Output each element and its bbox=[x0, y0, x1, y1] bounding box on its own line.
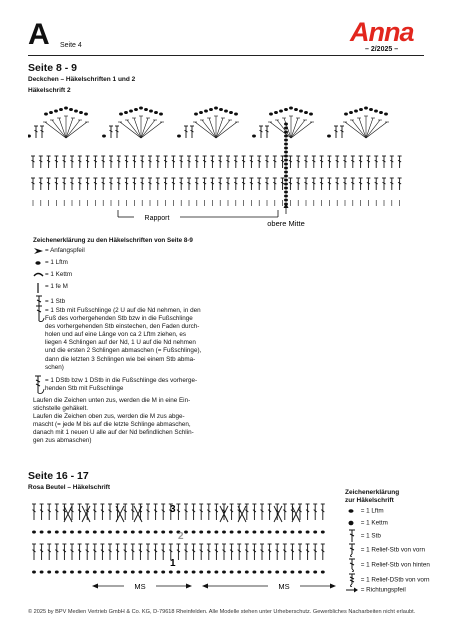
row-number-2: 2 bbox=[178, 531, 184, 542]
chain-symbol bbox=[299, 571, 302, 573]
chain-symbol bbox=[85, 113, 88, 115]
chain-symbol bbox=[55, 531, 58, 533]
chain-symbol bbox=[215, 107, 218, 109]
crochet-chart-1 bbox=[28, 96, 428, 238]
legend2-text: = 1 Relief-Stb von vorn bbox=[360, 546, 425, 554]
chain-symbol bbox=[109, 531, 112, 533]
chain-symbol bbox=[321, 531, 324, 533]
slip-stitch-icon bbox=[345, 519, 359, 527]
note-line: stichstelle gehäkelt. bbox=[33, 405, 88, 413]
chain-symbol bbox=[253, 531, 256, 533]
chain-symbol bbox=[314, 531, 317, 533]
chain-symbol bbox=[285, 159, 288, 161]
chain-symbol bbox=[385, 113, 388, 115]
ms-marker-right bbox=[202, 584, 336, 589]
chain-symbol bbox=[285, 191, 288, 193]
chain-symbol bbox=[48, 571, 51, 573]
legend2-row bbox=[345, 573, 430, 587]
note-line: Laufen die Zeichen unten zus, werden die M in eine Ein- bbox=[33, 397, 191, 404]
chain-symbol bbox=[285, 143, 288, 145]
chain-symbol bbox=[283, 531, 286, 533]
chain-symbol bbox=[63, 531, 66, 533]
legend2-text: = 1 Relief-Stb von hinten bbox=[360, 561, 430, 569]
chain-symbol bbox=[276, 571, 279, 573]
legend2-text: = 1 Stb bbox=[360, 532, 381, 540]
chain-symbol bbox=[55, 571, 58, 573]
direction-arrow-icon bbox=[345, 586, 359, 594]
chain-symbol bbox=[314, 571, 317, 573]
chain-symbol bbox=[225, 110, 228, 112]
chain-symbol bbox=[295, 108, 298, 110]
chain-symbol bbox=[130, 110, 133, 112]
chain-symbol bbox=[93, 531, 96, 533]
chain-symbol bbox=[290, 107, 293, 109]
chain-symbol bbox=[285, 183, 288, 185]
chain-symbol bbox=[285, 151, 288, 153]
chain-symbol bbox=[268, 531, 271, 533]
note-line: Laufen die Zeichen oben zus, werden die M zus abge- bbox=[33, 413, 185, 421]
chain-symbol bbox=[33, 531, 36, 533]
chain-symbol bbox=[253, 571, 256, 573]
chain-symbol bbox=[285, 195, 288, 197]
chain-symbol bbox=[306, 531, 309, 533]
row-number-1: 1 bbox=[170, 558, 176, 569]
chain-symbol bbox=[40, 571, 43, 573]
foundation-dc-text bbox=[45, 307, 215, 372]
chain-symbol bbox=[200, 571, 203, 573]
chain-symbol bbox=[375, 110, 378, 112]
legend1-text: = 1 Stb bbox=[45, 298, 66, 305]
legend1-text: = 1 fe M bbox=[45, 283, 68, 290]
legend2-row bbox=[345, 558, 430, 572]
legend1-line: liegen 4 Schlingen auf der Nd, 1 U auf die Nd nehmen bbox=[45, 339, 196, 347]
chain-symbol bbox=[230, 111, 233, 113]
legend2-row bbox=[345, 529, 381, 543]
chain-symbol bbox=[285, 135, 288, 137]
chain-symbol bbox=[70, 108, 73, 110]
chain-symbol bbox=[200, 531, 203, 533]
chain-symbol bbox=[185, 531, 188, 533]
chain-symbol bbox=[261, 571, 264, 573]
chain-symbol bbox=[360, 108, 363, 110]
chain-symbol bbox=[80, 111, 83, 113]
chain-symbol bbox=[33, 571, 36, 573]
chain-symbol bbox=[86, 531, 89, 533]
chain-symbol bbox=[205, 110, 208, 112]
chain-symbol bbox=[285, 147, 288, 149]
copyright-footer: © 2025 by BPV Medien Vertrieb GmbH & Co. KG, D-79618 Rheinfelden. Alle Modelle stehen unter Urheberschutz. Gewerbliches Nacharbeiten nicht erlaubt. bbox=[28, 609, 416, 615]
note-line: mascht (= jede M bis auf die letzte Schlinge abmaschen, bbox=[33, 421, 191, 429]
treble-crochet-text bbox=[45, 377, 215, 393]
note-line: danach mit 1 neuen U alle auf der Nd befindlichen Schlin- bbox=[33, 429, 194, 437]
chain-symbol bbox=[285, 167, 288, 169]
chain-symbol bbox=[215, 531, 218, 533]
chain-symbol bbox=[245, 531, 248, 533]
foundation-dc-icon bbox=[33, 305, 45, 325]
chain-symbol bbox=[154, 531, 157, 533]
legend1-title: Zeichenerklärung zu den Häkelschriften von Seite 8-9 bbox=[33, 237, 193, 244]
chain-symbol bbox=[328, 135, 331, 137]
chain-symbol bbox=[177, 571, 180, 573]
chain-symbol bbox=[291, 531, 294, 533]
chain-symbol bbox=[63, 571, 66, 573]
chain-symbol bbox=[139, 571, 142, 573]
section-title-2: Seite 16 - 17 bbox=[28, 470, 89, 482]
chain-symbol bbox=[71, 571, 74, 573]
chain-symbol bbox=[162, 571, 165, 573]
chain-symbol bbox=[370, 108, 373, 110]
chain-symbol bbox=[147, 531, 150, 533]
chain-symbol bbox=[285, 139, 288, 141]
legend1-line: schen) bbox=[45, 363, 64, 371]
chain-symbol bbox=[147, 571, 150, 573]
legend2-row bbox=[345, 586, 406, 594]
front-post-tr-icon bbox=[345, 573, 359, 587]
chain-symbol bbox=[65, 107, 68, 109]
chain-symbol bbox=[124, 531, 127, 533]
chain-symbol bbox=[162, 531, 165, 533]
legend1-text: = Anfangspfeil bbox=[45, 247, 85, 254]
chain-symbol bbox=[131, 531, 134, 533]
legend1-text: = 1 Kettm bbox=[45, 271, 73, 278]
chain-symbol bbox=[270, 113, 273, 115]
chain-symbol bbox=[60, 108, 63, 110]
chain-symbol bbox=[300, 110, 303, 112]
chain-symbol bbox=[285, 199, 288, 201]
legend1-notes bbox=[33, 397, 213, 446]
chain-symbol bbox=[93, 571, 96, 573]
chain-symbol bbox=[275, 111, 278, 113]
chain-symbol bbox=[223, 571, 226, 573]
rapport-bracket bbox=[118, 210, 278, 217]
legend1 bbox=[33, 246, 233, 309]
chain-symbol bbox=[116, 531, 119, 533]
chain-symbol bbox=[139, 531, 142, 533]
chain-symbol bbox=[195, 113, 198, 115]
legend2-text: = 1 Kettm bbox=[360, 519, 388, 527]
chain-symbol bbox=[131, 571, 134, 573]
chain-symbol bbox=[355, 110, 358, 112]
chain-symbol bbox=[192, 571, 195, 573]
chain-symbol bbox=[345, 113, 348, 115]
chain-symbol bbox=[215, 571, 218, 573]
chain-symbol bbox=[268, 571, 271, 573]
chain-symbol bbox=[160, 113, 163, 115]
chain-symbol bbox=[78, 531, 81, 533]
chain-symbol bbox=[291, 571, 294, 573]
chain-symbol bbox=[365, 107, 368, 109]
chain-symbol bbox=[299, 531, 302, 533]
section-subtitle-2: Rosa Beutel – Häkelschrift bbox=[28, 484, 111, 491]
rapport-label: Rapport bbox=[144, 215, 170, 222]
chain-symbol bbox=[285, 175, 288, 177]
chain-symbol bbox=[253, 135, 256, 137]
chain-symbol bbox=[75, 110, 78, 112]
legend1-text: = 1 Lftm bbox=[45, 259, 68, 266]
legend2-title-line: Zeichenerklärung bbox=[345, 489, 400, 496]
back-post-dc-icon bbox=[345, 558, 359, 572]
chain-symbol bbox=[124, 571, 127, 573]
legend2-title bbox=[345, 489, 399, 505]
chain-symbol bbox=[207, 531, 210, 533]
chain-symbol bbox=[178, 135, 181, 137]
chain-symbol bbox=[169, 571, 172, 573]
legend1-line: des vorhergehenden Stb einstechen, den Faden durch- bbox=[45, 323, 200, 331]
legend1-row bbox=[33, 246, 233, 258]
legend2-text: = Richtungspfeil bbox=[360, 586, 406, 594]
chain-symbol bbox=[285, 179, 288, 181]
issue-number: – 2/2025 – bbox=[365, 46, 399, 53]
chain-symbol bbox=[185, 571, 188, 573]
chain-symbol bbox=[169, 531, 172, 533]
single-crochet-icon bbox=[33, 282, 45, 294]
chain-stitch-icon bbox=[345, 507, 359, 515]
chain-symbol bbox=[280, 110, 283, 112]
chain-symbol bbox=[283, 571, 286, 573]
chain-symbol bbox=[306, 571, 309, 573]
chapter-letter: A bbox=[28, 18, 50, 51]
chain-symbol bbox=[155, 111, 158, 113]
legend1-line: = 1 DStb bzw 1 DStb in die Fußschlinge des vorherge- bbox=[45, 377, 198, 384]
chain-symbol bbox=[135, 108, 138, 110]
chain-symbol bbox=[109, 571, 112, 573]
chain-symbol bbox=[86, 571, 89, 573]
chain-symbol bbox=[380, 111, 383, 113]
legend1-line: holen und auf eine Länge von ca 2 Lftm ziehen, es bbox=[45, 331, 187, 339]
chain-symbol bbox=[103, 135, 106, 137]
chain-symbol bbox=[238, 531, 241, 533]
chain-symbol bbox=[154, 571, 157, 573]
note-line: gen zus abmaschen) bbox=[33, 437, 92, 445]
chart-label-1: Häkelschrift 2 bbox=[28, 87, 71, 94]
chain-symbol bbox=[101, 571, 104, 573]
chain-symbol bbox=[285, 163, 288, 165]
chain-symbol bbox=[285, 187, 288, 189]
legend1-row bbox=[33, 270, 233, 282]
brand-logo: Anna bbox=[350, 17, 414, 47]
front-post-dc-icon bbox=[345, 543, 359, 557]
section-subtitle-1: Deckchen – Häkelschriften 1 und 2 bbox=[28, 76, 136, 83]
legend2-text: = 1 Lftm bbox=[360, 507, 384, 515]
chain-symbol bbox=[230, 571, 233, 573]
legend2-row bbox=[345, 507, 384, 515]
legend1-line: = 1 Stb mit Fußschlinge (2 U auf die Nd nehmen, in den bbox=[45, 307, 201, 314]
chain-symbol bbox=[285, 155, 288, 157]
chain-symbol bbox=[150, 110, 153, 112]
chain-symbol bbox=[28, 135, 31, 137]
chain-symbol bbox=[245, 571, 248, 573]
chain-symbol bbox=[261, 531, 264, 533]
chain-symbol bbox=[235, 113, 238, 115]
section-title-1: Seite 8 - 9 bbox=[28, 62, 78, 74]
chain-symbol bbox=[223, 531, 226, 533]
legend2-row bbox=[345, 519, 388, 527]
chain-symbol bbox=[230, 531, 233, 533]
chain-symbol bbox=[120, 113, 123, 115]
chain-stitch-icon bbox=[33, 258, 45, 268]
chain-symbol bbox=[285, 123, 288, 125]
chain-symbol bbox=[220, 108, 223, 110]
chain-symbol bbox=[71, 531, 74, 533]
chain-symbol bbox=[55, 110, 58, 112]
chain-symbol bbox=[145, 108, 148, 110]
chain-symbol bbox=[140, 107, 143, 109]
chain-symbol bbox=[350, 111, 353, 113]
crochet-chart-2 bbox=[28, 494, 344, 598]
chain-symbol bbox=[40, 531, 43, 533]
slip-stitch-icon bbox=[33, 270, 45, 280]
chain-symbol bbox=[305, 111, 308, 113]
chain-symbol bbox=[285, 127, 288, 129]
chain-symbol bbox=[192, 531, 195, 533]
start-arrow-icon bbox=[33, 246, 45, 256]
legend1-line: und die ersten 2 Schlingen abmaschen (= Fußschlinge), bbox=[45, 347, 202, 355]
row-number-3: 3 bbox=[170, 504, 176, 515]
chain-symbol bbox=[321, 571, 324, 573]
double-crochet-icon bbox=[345, 529, 359, 543]
chain-symbol bbox=[238, 571, 241, 573]
chain-symbol bbox=[116, 571, 119, 573]
chain-symbol bbox=[285, 131, 288, 133]
chain-symbol bbox=[200, 111, 203, 113]
ms-label-left: MS bbox=[134, 582, 146, 591]
legend1-line: henden Stb mit Fußschlinge bbox=[45, 385, 124, 393]
page-label: Seite 4 bbox=[60, 42, 82, 49]
chain-symbol bbox=[285, 108, 288, 110]
ms-label-right: MS bbox=[278, 582, 290, 591]
center-label: obere Mitte bbox=[267, 219, 305, 228]
legend2-text: = 1 Relief-DStb von vorn bbox=[360, 576, 430, 584]
chain-symbol bbox=[50, 111, 53, 113]
chain-symbol bbox=[125, 111, 128, 113]
chain-symbol bbox=[78, 571, 81, 573]
chain-symbol bbox=[101, 531, 104, 533]
chain-symbol bbox=[210, 108, 213, 110]
chain-symbol bbox=[285, 171, 288, 173]
chain-symbol bbox=[207, 571, 210, 573]
chain-symbol bbox=[48, 531, 51, 533]
header-divider bbox=[28, 55, 424, 56]
legend1-row bbox=[33, 282, 233, 295]
chain-symbol bbox=[310, 113, 313, 115]
chain-symbol bbox=[45, 113, 48, 115]
legend1-line: dann die letzten 3 Schlingen wie bei einem Stb abma- bbox=[45, 355, 196, 363]
legend2-title-line: zur Häkelschrift bbox=[345, 497, 394, 504]
legend1-line: Fuß des vorhergehenden Stb bzw in die Fußschlinge bbox=[45, 315, 193, 323]
chain-symbol bbox=[276, 531, 279, 533]
legend1-row bbox=[33, 258, 233, 270]
legend2-row bbox=[345, 543, 425, 557]
